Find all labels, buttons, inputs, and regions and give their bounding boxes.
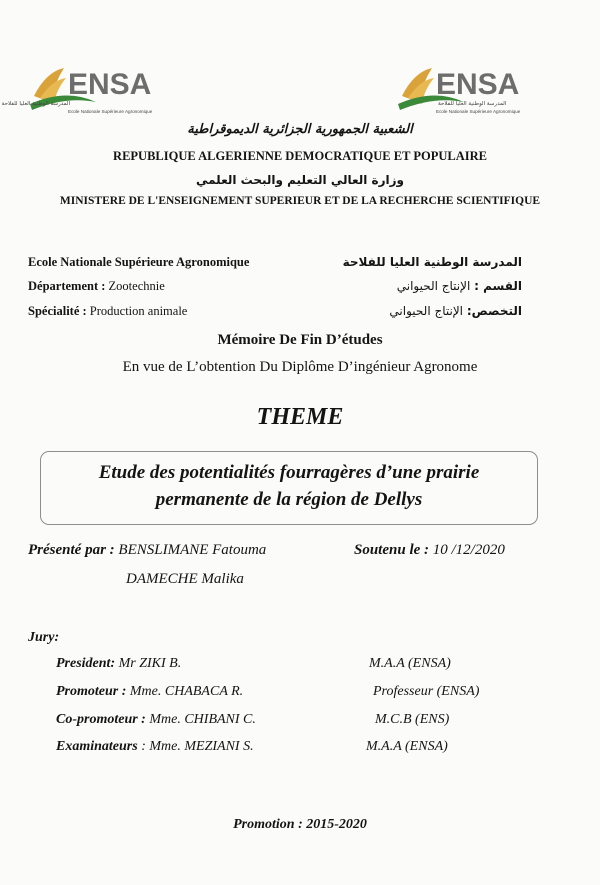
- logo-latin-text: Ecole Nationale Supérieure Agronomique: [68, 109, 153, 114]
- logo-arabic-text: المدرسة الوطنية العليا للفلاحة: [438, 101, 507, 107]
- speciality-label: Spécialité :: [28, 304, 87, 318]
- ministry-arabic: وزارة العالي التعليم والبحث العلمي: [195, 173, 405, 187]
- svg-text:ENSA: ENSA: [68, 68, 152, 101]
- memoire-title: Mémoire De Fin D’études: [217, 332, 383, 348]
- jury-member: [56, 739, 254, 755]
- department-ar: [397, 279, 522, 293]
- jury-rank: Professeur (ENSA): [373, 684, 480, 699]
- speciality-ar-value: الإنتاج الحيواني: [389, 304, 467, 318]
- school-name-ar: المدرسة الوطنية العليا للفلاحة: [342, 255, 522, 269]
- defended-on: [354, 542, 505, 559]
- presented-by-label: Présenté par :: [28, 542, 115, 558]
- school-name-fr: Ecole Nationale Supérieure Agronomique: [28, 255, 250, 269]
- speciality-value: Production animale: [86, 304, 188, 318]
- author-1: BENSLIMANE Fatouma: [118, 542, 267, 558]
- jury-member: [56, 684, 243, 700]
- ministry-french: MINISTERE DE L'ENSEIGNEMENT SUPERIEUR ET DE LA RECHERCHE SCIENTIFIQUE: [59, 195, 541, 207]
- department-value: Zootechnie: [105, 279, 165, 293]
- presented-by: [28, 542, 266, 559]
- speciality-ar-label: التخصص:: [466, 304, 522, 318]
- theme-heading: THEME: [256, 404, 344, 430]
- promotion: Promotion : 2015-2020: [233, 817, 367, 832]
- republic-arabic: الشعبية الجمهورية الجزائرية الديموقراطية: [187, 122, 413, 137]
- jury-name: Mme. CHABACA R.: [129, 684, 244, 699]
- department-fr: [28, 279, 165, 294]
- theme-box: [40, 451, 538, 525]
- jury-rank: M.A.A (ENSA): [366, 739, 448, 754]
- jury-rank: M.C.B (ENS): [375, 712, 450, 727]
- svg-text:ENSA: ENSA: [436, 68, 520, 101]
- jury-role: Promoteur :: [56, 684, 127, 699]
- jury-member: [56, 656, 181, 672]
- jury-name: : Mme. MEZIANI S.: [141, 739, 254, 754]
- jury-name: Mme. CHIBANI C.: [149, 712, 256, 727]
- jury-rank: M.A.A (ENSA): [369, 656, 451, 671]
- logo-latin-text: Ecole Nationale Supérieure Agronomique: [436, 109, 521, 114]
- jury-heading: Jury:: [28, 630, 60, 645]
- jury-member: [56, 712, 256, 728]
- defended-date: 10 /12/2020: [432, 542, 505, 558]
- ensa-logo-left-graphic: [1, 58, 176, 118]
- theme-line-2: permanente de la région de Dellys: [155, 489, 423, 510]
- jury-name: Mr ZIKI B.: [118, 656, 182, 671]
- speciality-ar: [389, 304, 522, 318]
- ensa-logo-right: [394, 58, 544, 118]
- logo-arabic-text: المدرسة الوطنية العليا للفلاحة: [1, 101, 70, 107]
- jury-role: Examinateurs: [56, 739, 138, 754]
- department-ar-value: الإنتاج الحيواني: [396, 279, 475, 293]
- ensa-logo-right-graphic: [394, 58, 544, 118]
- speciality-fr: [28, 304, 187, 319]
- department-label: Département :: [28, 279, 106, 293]
- author-2: DAMECHE Malika: [126, 571, 244, 587]
- jury-role: President:: [56, 656, 116, 671]
- jury-role: Co-promoteur :: [56, 712, 146, 727]
- ensa-logo-left: [1, 58, 176, 118]
- defended-label: Soutenu le :: [354, 542, 430, 558]
- memoire-subtitle: En vue de L’obtention Du Diplôme D’ingénieur Agronome: [122, 359, 478, 375]
- theme-line-1: Etude des potentialités fourragères d’une prairie: [98, 462, 480, 483]
- department-ar-label: القسم :: [474, 279, 522, 293]
- republic-french: REPUBLIQUE ALGERIENNE DEMOCRATIQUE ET POPULAIRE: [113, 149, 487, 163]
